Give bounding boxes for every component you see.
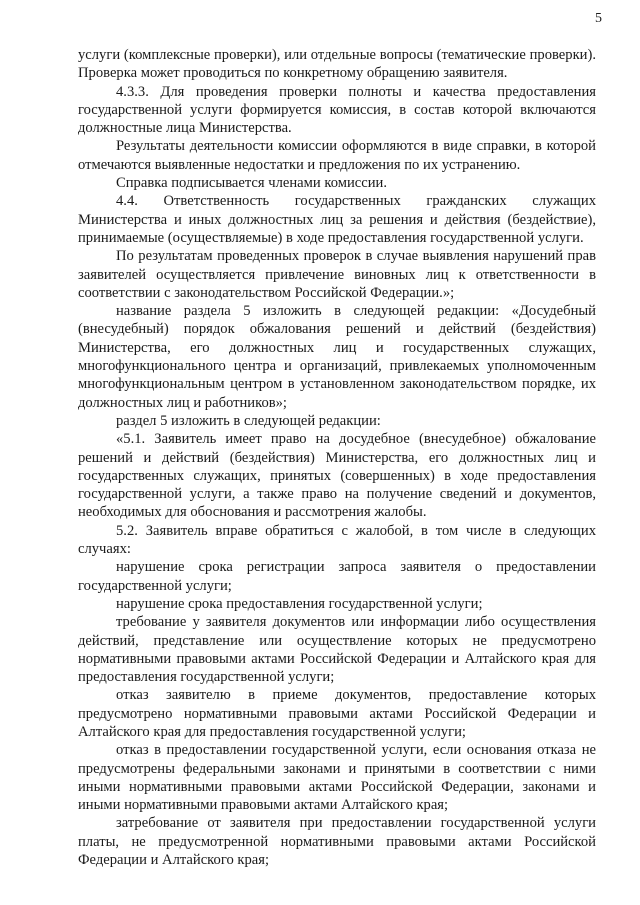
page-number: 5: [595, 11, 602, 26]
paragraph: Результаты деятельности комиссии оформляются в виде справки, в которой отмечаются выявленные недостатки и предложения по их устранению.: [78, 138, 596, 173]
paragraph: «5.1. Заявитель имеет право на досудебное (внесудебное) обжалование решений и действий (бездействия) Министерства, его должностных лиц и государственных служащих, принятых (совершенных) в ходе предоставления государственной услуги, а также право на получение сведений и документов, необходимых для обоснования и рассмотрения жалобы.: [78, 431, 596, 521]
paragraph: Справка подписывается членами комиссии.: [116, 175, 387, 192]
paragraph: нарушение срока предоставления государственной услуги;: [116, 595, 483, 612]
paragraph: нарушение срока регистрации запроса заявителя о предоставлении государственной услуги;: [78, 559, 596, 594]
paragraph: 4.3.3. Для проведения проверки полноты и качества предоставления государственной услуги формируется комиссия, в состав которой включаются должностные лица Министерства.: [78, 83, 596, 137]
paragraph: отказ в предоставлении государственной услуги, если основания отказа не предусмотрены федеральными законами и принятыми в соответствии с ними иными нормативными правовыми актами Российской Федерации, законами и иными нормативными правовыми актами Алтайского края;: [78, 742, 596, 814]
document-body: [78, 46, 596, 869]
paragraph: затребование от заявителя при предоставлении государственной услуги платы, не предусмотренной нормативными правовыми актами Российской Федерации и Алтайского края;: [78, 815, 596, 869]
paragraph: услуги (комплексные проверки), или отдельные вопросы (тематические проверки). Проверка может проводиться по конкретному обращению заявителя.: [78, 47, 596, 82]
paragraph: По результатам проведенных проверок в случае выявления нарушений прав заявителей осуществляется привлечение виновных лиц к ответственности в соответствии с законодательством Российской Федерации.»;: [78, 248, 596, 301]
paragraph: 5.2. Заявитель вправе обратиться с жалобой, в том числе в следующих случаях:: [78, 522, 596, 558]
paragraph: раздел 5 изложить в следующей редакции:: [116, 412, 381, 429]
paragraph: требование у заявителя документов или информации либо осуществления действий, представление или осуществление которых не предусмотрено нормативными правовыми актами Российской Федерации и Алтайского края для предоставления государственной услуги;: [78, 614, 596, 686]
paragraph: 4.4. Ответственность государственных гражданских служащих Министерства и иных должностных лиц за решения и действия (бездействие), принимаемые (осуществляемые) в ходе предоставления государственной услуги.: [78, 193, 596, 246]
paragraph: отказ заявителю в приеме документов, предоставление которых предусмотрено нормативными правовыми актами Российской Федерации и Алтайского края для предоставления государственной услуги;: [78, 687, 596, 740]
paragraph: название раздела 5 изложить в следующей редакции: «Досудебный (внесудебный) порядок обжалования решений и действий (бездействия) Министерства, его должностных лиц и государственных служащих, многофункционального центра и организаций, привлекаемых уполномоченным многофункциональным центром в установленном законодательством порядке, их должностных лиц и работников»;: [78, 303, 596, 411]
